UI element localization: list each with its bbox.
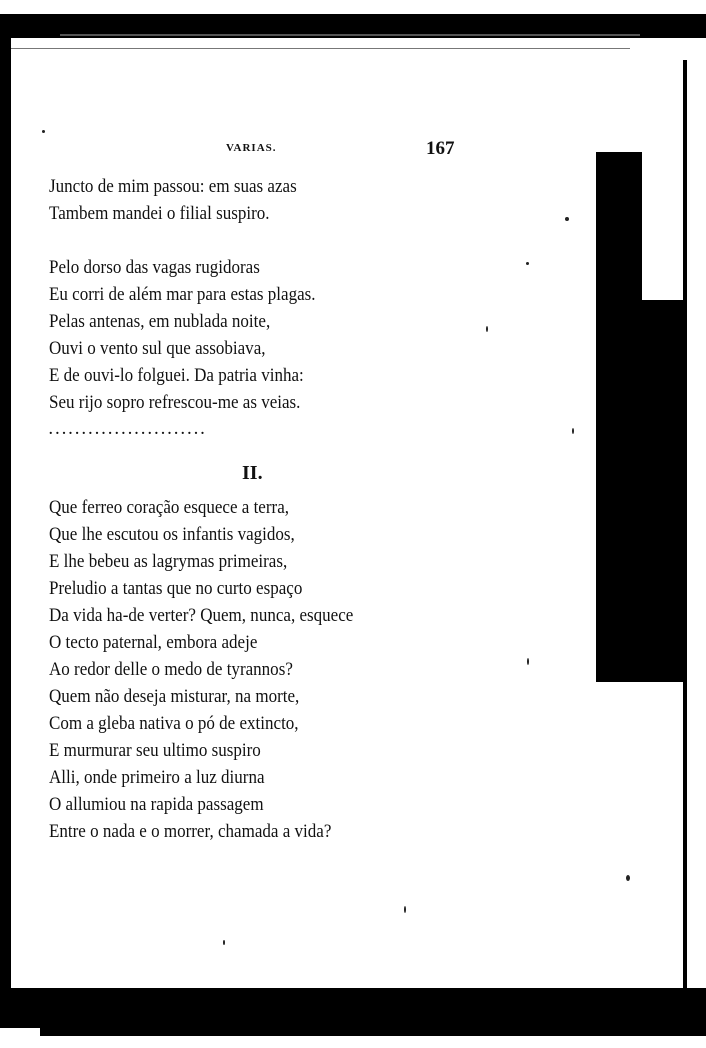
scan-bottom-border-lower [40, 1020, 706, 1036]
section-heading: II. [242, 462, 263, 484]
verse-line: Que ferreo coração esquece a terra, [49, 498, 290, 518]
verse-line: Seu rijo sopro refrescou-me as veias. [49, 393, 301, 413]
page-number: 167 [426, 138, 455, 159]
section-ii-verse [49, 495, 380, 846]
stanza-2 [49, 255, 339, 417]
verse-line: Com a gleba nativa o pó de extincto, [49, 714, 299, 734]
scan-speck [565, 217, 569, 221]
scan-speck [526, 262, 529, 265]
scan-speck [626, 875, 630, 881]
verse-line: O allumiou na rapida passagem [49, 795, 264, 815]
scan-speck [223, 940, 225, 945]
verse-line: Eu corri de além mar para estas plagas. [49, 285, 316, 305]
scan-right-shadow [596, 152, 642, 682]
verse-line: Entre o nada e o morrer, chamada a vida? [49, 822, 332, 842]
scan-top-rule [10, 48, 630, 49]
scan-speck [42, 130, 45, 133]
verse-line: Da vida ha-de verter? Quem, nunca, esquece [49, 606, 354, 626]
scan-right-edge [683, 60, 687, 990]
scan-speck [486, 326, 488, 332]
scan-left-border [0, 30, 11, 990]
verse-line: Alli, onde primeiro a luz diurna [49, 768, 265, 788]
verse-line: E de ouvi-lo folguei. Da patria vinha: [49, 366, 304, 386]
verse-line: Ouvi o vento sul que assobiava, [49, 339, 266, 359]
verse-line: Ao redor delle o medo de tyrannos? [49, 660, 293, 680]
verse-line: Juncto de mim passou: em suas azas [49, 177, 297, 197]
dotted-separator: ........................ [49, 423, 208, 438]
verse-line: E lhe bebeu as lagrymas primeiras, [49, 552, 288, 572]
verse-line: Tambem mandei o filial suspiro. [49, 204, 270, 224]
verse-line: Que lhe escutou os infantis vagidos, [49, 525, 295, 545]
verse-line: E murmurar seu ultimo suspiro [49, 741, 261, 761]
scan-speck [527, 658, 529, 665]
stanza-1 [49, 174, 318, 228]
scan-speck [404, 906, 406, 913]
page-header [0, 138, 706, 162]
verse-line: Pelas antenas, em nublada noite, [49, 312, 271, 332]
verse-line: Preludio a tantas que no curto espaço [49, 579, 303, 599]
verse-line: O tecto paternal, embora adeje [49, 633, 258, 653]
running-title: VARIAS. [226, 142, 277, 154]
scan-right-shadow-lower [640, 300, 683, 682]
verse-line: Quem não deseja misturar, na morte, [49, 687, 300, 707]
scan-speck [572, 428, 574, 434]
verse-line: Pelo dorso das vagas rugidoras [49, 258, 260, 278]
scan-top-border [0, 14, 706, 38]
